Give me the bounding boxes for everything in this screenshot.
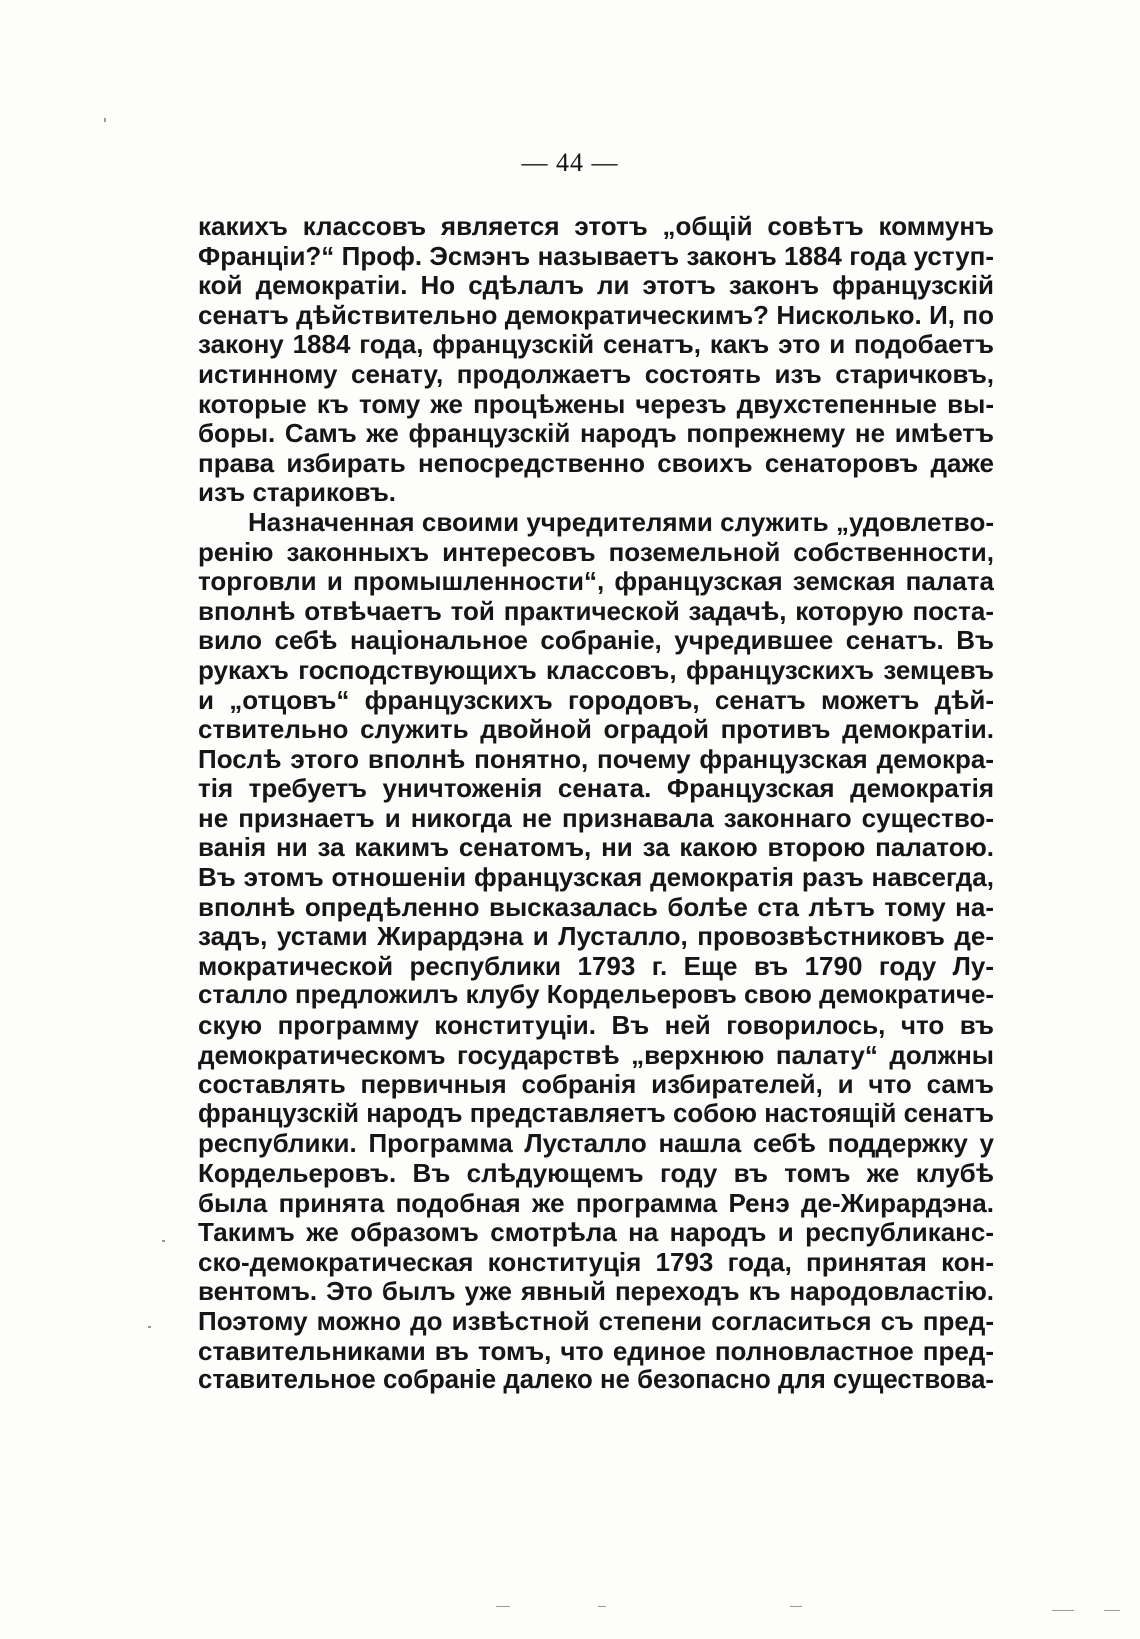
scan-speck <box>790 1606 802 1607</box>
text-line: Назначенная своими учредителями служить „удовлетво- <box>248 507 994 537</box>
text-line: сталло предложилъ клубу Кордельеровъ свою демократиче- <box>198 981 994 1010</box>
text-line: какихъ классовъ является этотъ „общій совѣтъ коммунъ <box>198 212 994 241</box>
text-line: рукахъ господствующихъ классовъ, французскихъ земцевъ <box>198 655 994 685</box>
text-line: кой демократіи. Но сдѣлалъ ли этотъ законъ французскій <box>198 271 994 301</box>
paragraph-2 <box>198 508 994 1396</box>
text-line: Въ этомъ отношеніи французская демократія разъ навсегда, <box>198 863 994 893</box>
text-line: вило себѣ національное собраніе, учредившее сенатъ. Въ <box>198 626 994 656</box>
text-line: ренію законныхъ интересовъ поземельной собственности, <box>198 537 994 567</box>
text-line: была принята подобная же программа Ренэ де-Жирардэна. <box>198 1188 994 1218</box>
text-line: боры. Самъ же французскій народъ попрежнему не имѣетъ <box>198 419 994 449</box>
text-line: ско-демократическая конституція 1793 года, принятая кон- <box>198 1247 994 1277</box>
text-line: демократическомъ государствѣ „верхнюю палату“ должны <box>198 1040 994 1070</box>
text-line: не признаетъ и никогда не признавала законнаго существо- <box>198 803 994 833</box>
text-line: ствительно служить двойной оградой противъ демократіи. <box>198 715 994 745</box>
text-line: ставительниками въ томъ, что единое полновластное пред- <box>198 1336 994 1366</box>
text-line: Послѣ этого вполнѣ понятно, почему французская демокра- <box>198 744 994 774</box>
text-line: Такимъ же образомъ смотрѣла на народъ и республиканс- <box>198 1218 994 1248</box>
text-line: вполнѣ отвѣчаетъ той практической задачѣ, которую поста- <box>198 596 994 626</box>
scan-speck <box>104 118 106 122</box>
text-line: мократической республики 1793 г. Еще въ 1790 году Лу- <box>198 951 994 981</box>
text-line: ванія ни за какимъ сенатомъ, ни за какою второю палатою. <box>198 833 994 863</box>
scan-speck <box>148 1326 151 1328</box>
text-line: ставительное собраніе далеко не безопасно для существова- <box>198 1366 994 1395</box>
text-line: изъ стариковъ. <box>198 478 397 508</box>
text-line: торговли и промышленности“, французская земская палата <box>198 567 994 597</box>
page-number: — 44 — <box>521 148 619 177</box>
text-line: французскій народъ представляетъ собою настоящій сенатъ <box>198 1099 994 1128</box>
body-text <box>198 212 994 1396</box>
text-line: составлять первичныя собранія избирателей, и что самъ <box>198 1070 994 1100</box>
text-line: Франціи?“ Проф. Эсмэнъ называетъ законъ 1884 года уступ- <box>198 241 994 271</box>
text-line: скую программу конституціи. Въ ней говорилось, что въ <box>198 1011 994 1041</box>
text-line: которые къ тому же процѣжены черезъ двухстепенные вы- <box>198 389 994 419</box>
text-line: вполнѣ опредѣленно высказалась болѣе ста лѣтъ тому на- <box>198 892 994 922</box>
scan-speck <box>162 1240 165 1242</box>
text-line: республики. Программа Лусталло нашла себѣ поддержку у <box>198 1129 994 1159</box>
text-line: тія требуетъ уничтоженія сената. Французская демократія <box>198 774 994 804</box>
text-line: права избирать непосредственно своихъ сенаторовъ даже <box>198 448 994 478</box>
paragraph-1 <box>198 212 994 508</box>
text-line: задъ, устами Жирардэна и Лусталло, провозвѣстниковъ де- <box>198 922 994 952</box>
text-line: сенатъ дѣйствительно демократическимъ? Нисколько. И, по <box>198 300 994 330</box>
scan-speck <box>598 1606 606 1607</box>
scan-speck <box>1104 1610 1120 1611</box>
text-line: Кордельеровъ. Въ слѣдующемъ году въ томъ же клубѣ <box>198 1159 994 1188</box>
text-line: закону 1884 года, французскій сенатъ, какъ это и подобаетъ <box>198 330 994 360</box>
text-line: Поэтому можно до извѣстной степени согласиться съ пред- <box>198 1306 994 1336</box>
scan-speck <box>496 1606 510 1607</box>
scan-speck <box>1052 1610 1074 1611</box>
text-line: истинному сенату, продолжаетъ состоять изъ старичковъ, <box>198 359 994 389</box>
text-line: вентомъ. Это былъ уже явный переходъ къ народовластію. <box>198 1277 994 1307</box>
text-line: и „отцовъ“ французскихъ городовъ, сенатъ можетъ дѣй- <box>198 685 994 715</box>
